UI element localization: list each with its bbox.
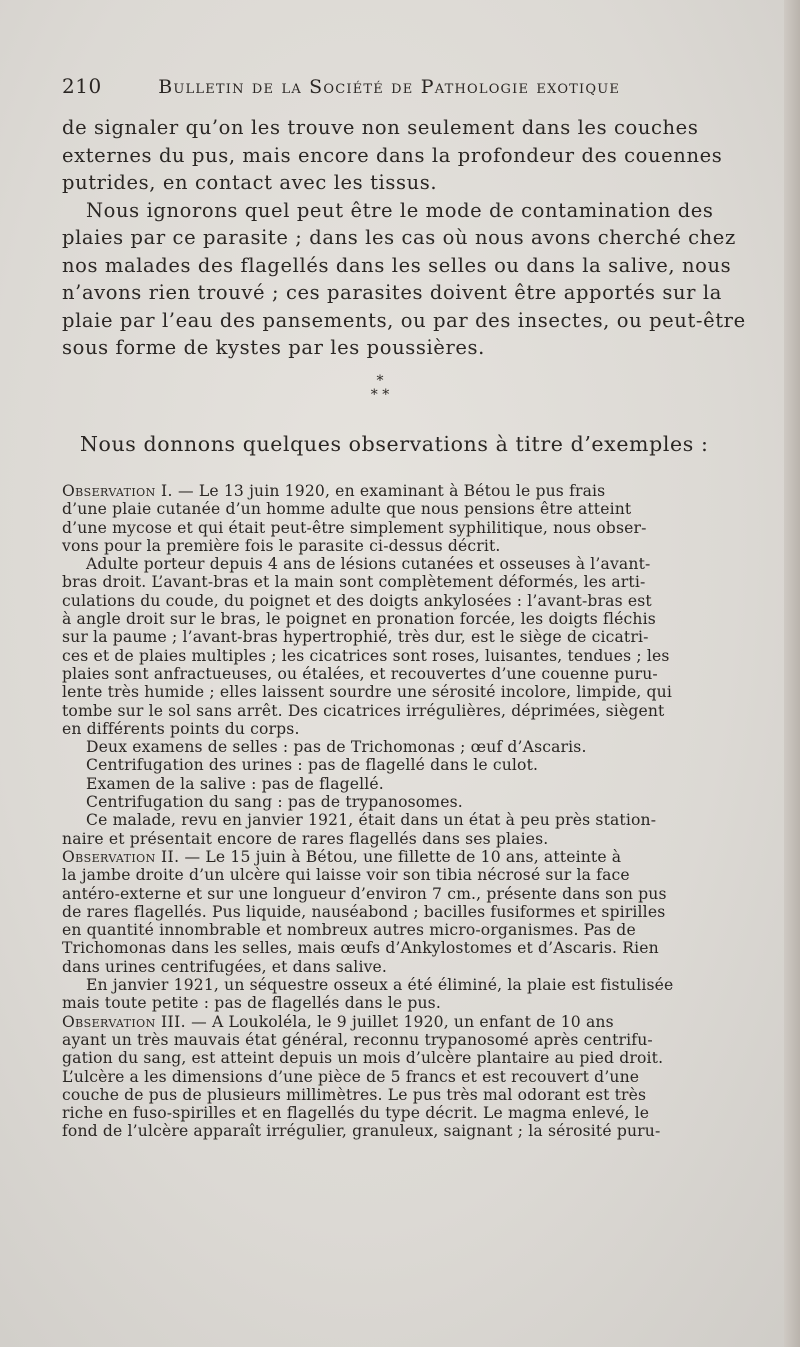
lead-sentence: Nous donnons quelques observations à titre d’exemples :	[80, 432, 709, 456]
text-line	[62, 756, 712, 774]
observation-text: Examen de la salive : pas de flagellé.	[86, 774, 384, 793]
observation-text: fond de l’ulcère apparaît irrégulier, granuleux, saignant ; la sérosité puru-	[62, 1122, 661, 1141]
observation-text: d’une plaie cutanée d’un homme adulte que nous pensions être atteint	[62, 500, 632, 519]
observation-text: antéro-externe et sur une longueur d’environ 7 cm., présente dans son pus	[62, 884, 667, 903]
text-line	[62, 994, 712, 1012]
text-line	[62, 519, 712, 537]
text-line: nos malades des flagellés dans les selles ou dans la salive, nous	[62, 253, 732, 277]
text-line	[62, 610, 712, 628]
observation-text: Centrifugation du sang : pas de trypanosomes.	[86, 793, 463, 812]
text-line	[62, 921, 712, 939]
observation-text: L’ulcère a les dimensions d’une pièce de 5 francs et est recouvert d’une	[62, 1067, 640, 1086]
observation-text: dans urines centrifugées, et dans salive.	[62, 957, 388, 976]
observation-text: Adulte porteur depuis 4 ans de lésions cutanées et osseuses à l’avant-	[86, 555, 651, 574]
observation-text: Trichomonas dans les selles, mais œufs d’Ankylostomes et d’Ascaris. Rien	[62, 939, 659, 958]
observation-text: à angle droit sur le bras, le poignet en pronation forcée, les doigts fléchis	[62, 610, 656, 629]
text-line	[62, 1086, 712, 1104]
text-line	[62, 1013, 712, 1031]
observation-text: Ce malade, revu en janvier 1921, était dans un état à peu près station-	[86, 811, 657, 830]
observation-text: ces et de plaies multiples ; les cicatrices sont roses, luisantes, tendues ; les	[62, 646, 670, 665]
observation-label: Observation I.	[62, 482, 173, 500]
text-line	[62, 738, 712, 756]
section-separator	[0, 374, 760, 402]
text-line	[62, 573, 712, 591]
page-number: 210	[62, 74, 102, 98]
observation-text: plaies sont anfractueuses, ou étalées, et recouvertes d’une couenne puru-	[62, 664, 658, 683]
text-line	[62, 555, 712, 573]
observation-text: — Le 15 juin à Bétou, une fillette de 10 ans, atteinte à	[179, 847, 622, 866]
text-line	[62, 830, 712, 848]
observation-text: riche en fuso-spirilles et en flagellés du type décrit. Le magma enlevé, le	[62, 1104, 650, 1123]
observation-text: la jambe droite d’un ulcère qui laisse voir son tibia nécrosé sur la face	[62, 866, 630, 885]
observation-text: vons pour la première fois le parasite ci-dessus décrit.	[62, 536, 501, 555]
observation-text: gation du sang, est atteint depuis un mois d’ulcère plantaire au pied droit.	[62, 1049, 664, 1068]
observation-text: — A Loukoléla, le 9 juillet 1920, un enfant de 10 ans	[185, 1012, 614, 1031]
text-line: Nous ignorons quel peut être le mode de contamination des	[86, 198, 714, 222]
observation-text: en différents points du corps.	[62, 719, 300, 738]
text-line: putrides, en contact avec les tissus.	[62, 171, 438, 194]
text-line: de signaler qu’on les trouve non seulement dans les couches	[62, 116, 699, 139]
text-line	[62, 1068, 712, 1086]
text-line	[62, 958, 712, 976]
observation-text: couche de pus de plusieurs millimètres. Le pus très mal odorant est très	[62, 1085, 647, 1104]
text-line	[62, 500, 712, 518]
running-header	[62, 74, 722, 98]
observation-text: tombe sur le sol sans arrêt. Des cicatrices irrégulières, déprimées, siègent	[62, 701, 665, 720]
text-line: plaies par ce parasite ; dans les cas où nous avons cherché chez	[62, 226, 736, 249]
observations-body	[62, 482, 712, 1141]
observation-text: sur la paume ; l’avant-bras hypertrophié, très dur, est le siège de cicatri-	[62, 628, 649, 647]
text-line: n’avons rien trouvé ; ces parasites doivent être apportés sur la	[62, 281, 722, 304]
observation-text: d’une mycose et qui était peut-être simplement syphilitique, nous obser-	[62, 518, 647, 537]
observation-text: lente très humide ; elles laissent sourdre une sérosité incolore, limpide, qui	[62, 683, 673, 702]
text-line	[62, 976, 712, 994]
text-line	[62, 793, 712, 811]
text-line	[62, 903, 712, 921]
text-line: plaie par l’eau des pansements, ou par des insectes, ou peut-être	[62, 308, 746, 332]
text-line	[62, 665, 712, 683]
text-line: sous forme de kystes par les poussières.	[62, 336, 485, 359]
observation-text: en quantité innombrable et nombreux autres micro-organismes. Pas de	[62, 921, 636, 940]
observation-text: naire et présentait encore de rares flagellés dans ses plaies.	[62, 829, 549, 848]
running-title: Bulletin de la Société de Pathologie exotique	[158, 76, 621, 98]
text-line	[62, 482, 712, 500]
text-line	[62, 1122, 712, 1140]
text-line	[62, 628, 712, 646]
observation-text: En janvier 1921, un séquestre osseux a été éliminé, la plaie est fistulisée	[86, 976, 674, 995]
separator-asterisks: * *	[370, 387, 390, 403]
observation-label: Observation III.	[62, 1012, 186, 1031]
observation-text: culations du coude, du poignet et des doigts ankylosées : l’avant-bras est	[62, 591, 652, 610]
observation-text: bras droit. L’avant-bras et la main sont complètement déformés, les arti-	[62, 573, 646, 592]
text-line	[62, 1031, 712, 1049]
text-line	[62, 866, 712, 884]
page-edge-shadow	[784, 0, 800, 1347]
observation-text: ayant un très mauvais état général, reconnu trypanosomé après centrifu-	[62, 1030, 653, 1049]
text-line	[62, 1104, 712, 1122]
observation-text: Deux examens de selles : pas de Trichomonas ; œuf d’Ascaris.	[86, 738, 587, 757]
observation-text: de rares flagellés. Pus liquide, nauséabond ; bacilles fusiformes et spirilles	[62, 902, 666, 921]
observation-label: Observation II.	[62, 847, 180, 866]
observation-text: Centrifugation des urines : pas de flagellé dans le culot.	[86, 756, 539, 775]
text-line	[62, 537, 712, 555]
text-line	[62, 1049, 712, 1067]
text-line	[62, 592, 712, 610]
text-line	[62, 939, 712, 957]
intro-paragraph	[62, 114, 746, 362]
text-line	[62, 885, 712, 903]
observation-text: — Le 13 juin 1920, en examinant à Bétou le pus frais	[172, 482, 606, 500]
text-line	[62, 647, 712, 665]
text-line	[62, 702, 712, 720]
text-line	[62, 848, 712, 866]
text-line: externes du pus, mais encore dans la profondeur des couennes	[62, 143, 723, 167]
observation-text: mais toute petite : pas de flagellés dans le pus.	[62, 994, 441, 1013]
text-line	[62, 683, 712, 701]
text-line	[62, 775, 712, 793]
text-line	[62, 720, 712, 738]
text-line	[62, 811, 712, 829]
separator-asterisk: *	[376, 373, 384, 389]
